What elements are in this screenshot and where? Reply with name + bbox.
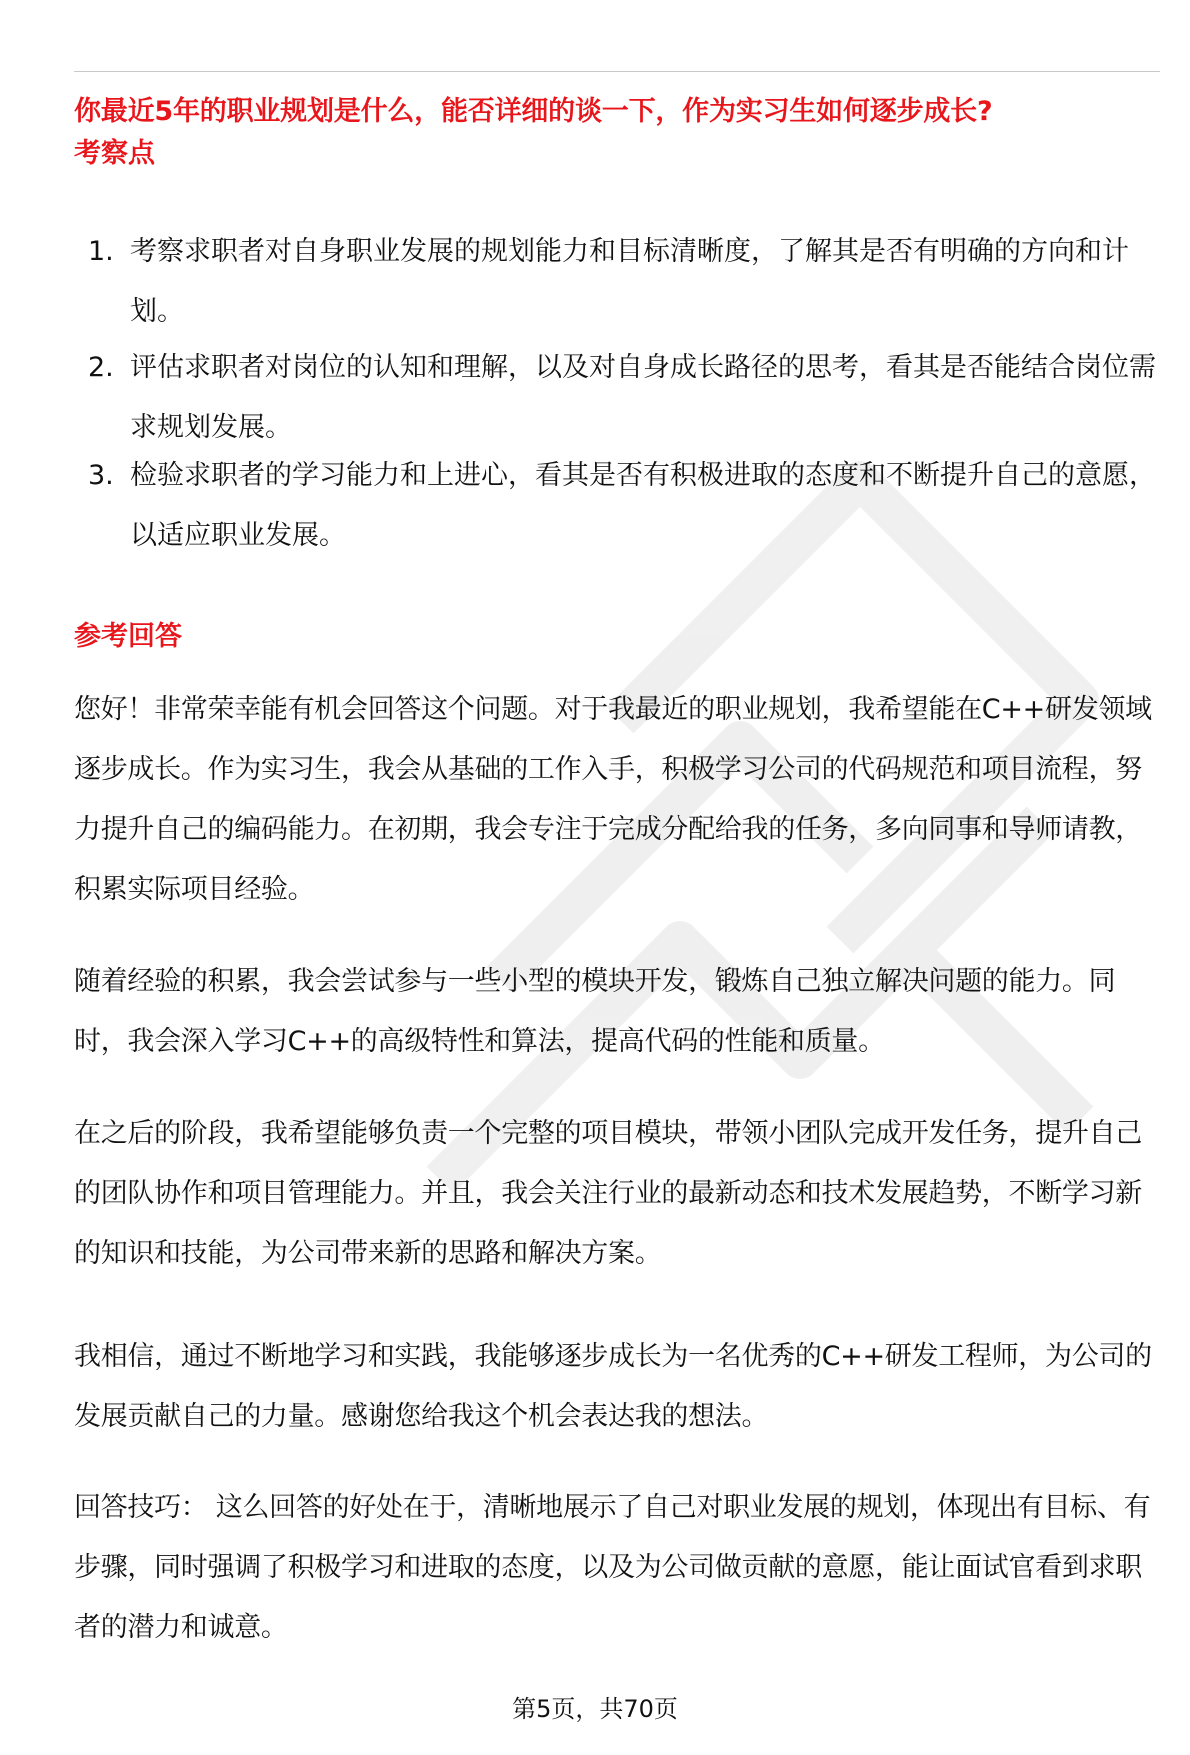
section-title-answer: 参考回答	[74, 621, 182, 652]
interview-question: 你最近5年的职业规划是什么，能否详细的谈一下，作为实习生如何逐步成长?	[74, 96, 993, 127]
answer-paragraph: 您好！非常荣幸能有机会回答这个问题。对于我最近的职业规划，我希望能在C++研发领域逐步成长。作为实习生，我会从基础的工作入手，积极学习公司的代码规范和项目流程，努力提升自己的编码能力。在初期，我会专注于完成分配给我的任务，多向同事和导师请教，积累实际项目经验。	[74, 694, 1152, 905]
page-number-footer: 第5页，共70页	[512, 1695, 678, 1723]
list-item-text: 考察求职者对自身职业发展的规划能力和目标清晰度，了解其是否有明确的方向和计划。	[130, 236, 1129, 327]
answer-paragraph: 我相信，通过不断地学习和实践，我能够逐步成长为一名优秀的C++研发工程师，为公司的发展贡献自己的力量。感谢您给我这个机会表达我的想法。	[74, 1341, 1152, 1432]
list-item	[74, 446, 1160, 566]
list-item-number: 2.	[88, 352, 114, 383]
list-item-number: 1.	[88, 236, 114, 267]
list-item-text: 检验求职者的学习能力和上进心，看其是否有积极进取的态度和不断提升自己的意愿，以适应职业发展。	[130, 460, 1156, 551]
list-item-text: 评估求职者对岗位的认知和理解，以及对自身成长路径的思考，看其是否能结合岗位需求规划发展。	[130, 352, 1156, 443]
list-item	[74, 222, 1160, 338]
assessment-points-list	[74, 222, 1160, 566]
answer-tip-paragraph: 回答技巧： 这么回答的好处在于，清晰地展示了自己对职业发展的规划，体现出有目标、有步骤，同时强调了积极学习和进取的态度，以及为公司做贡献的意愿，能让面试官看到求职者的潜力和诚意。	[74, 1492, 1151, 1643]
answer-paragraph: 随着经验的积累，我会尝试参与一些小型的模块开发，锻炼自己独立解决问题的能力。同时，我会深入学习C++的高级特性和算法，提高代码的性能和质量。	[74, 966, 1116, 1057]
answer-paragraph: 在之后的阶段，我希望能够负责一个完整的项目模块，带领小团队完成开发任务，提升自己的团队协作和项目管理能力。并且，我会关注行业的最新动态和技术发展趋势，不断学习新的知识和技能，为公司带来新的思路和解决方案。	[74, 1118, 1142, 1269]
section-title-points: 考察点	[74, 138, 155, 169]
top-divider	[74, 71, 1160, 72]
list-item	[74, 338, 1160, 446]
list-item-number: 3.	[88, 460, 114, 491]
